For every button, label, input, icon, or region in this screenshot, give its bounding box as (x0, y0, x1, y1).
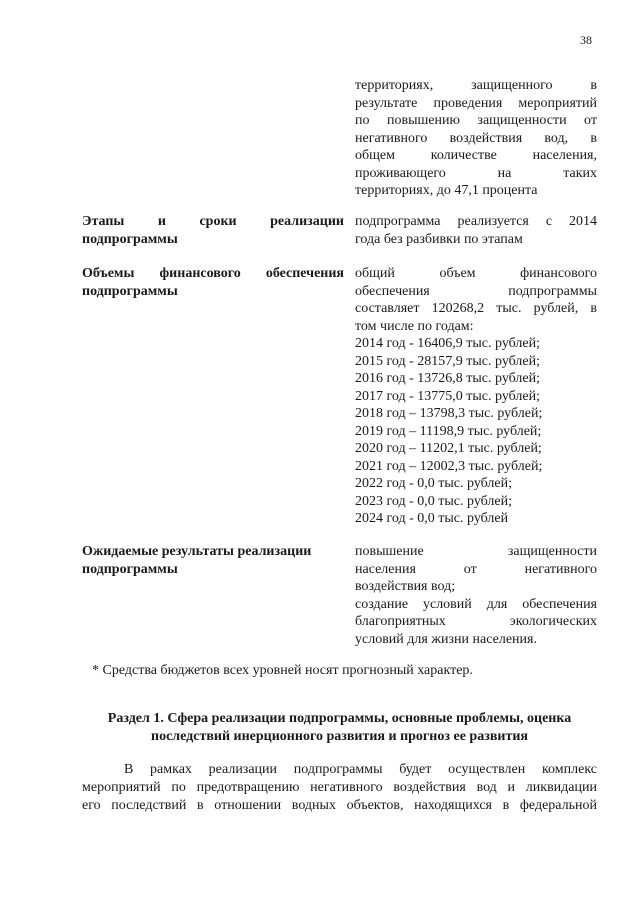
row-label: Объемы финансового обеспечения подпрограммы (82, 266, 344, 299)
value-line: повышение защищенности (355, 544, 597, 559)
value-line: года без разбивки по этапам (355, 231, 523, 247)
paragraph-line: мероприятий по предотвращению негативного воздействия вод и ликвидации (82, 780, 597, 795)
value-line: 2021 год – 12002,3 тыс. рублей; (355, 458, 543, 474)
value-line: по повышению защищенности от (355, 113, 597, 128)
value-line: 2023 год - 0,0 тыс. рублей; (355, 493, 513, 509)
value-line: условий для жизни населения. (355, 631, 537, 647)
paragraph-line: В рамках реализации подпрограммы будет осуществлен комплекс (124, 762, 597, 777)
value-line: проживающего на таких (355, 165, 597, 181)
value-line: 2022 год - 0,0 тыс. рублей; (355, 476, 513, 491)
value-line: 2014 год - 16406,9 тыс. рублей; (355, 336, 541, 351)
value-line: территориях, защищенного в (355, 78, 597, 93)
value-line: 2020 год – 11202,1 тыс. рублей; (355, 441, 542, 456)
value-line: населения от негативного (355, 561, 597, 577)
footnote: * Средства бюджетов всех уровней носят прогнозный характер. (92, 663, 473, 678)
row-label: Ожидаемые результаты реализации подпрограммы (82, 544, 312, 577)
value-line: 2019 год – 11198,9 тыс. рублей; (355, 423, 542, 439)
value-line: территориях, до 47,1 процента (355, 183, 538, 198)
value-line: негативного воздействия вод, в (355, 130, 597, 146)
value-line: общем количестве населения, (355, 148, 597, 163)
value-line: 2018 год – 13798,3 тыс. рублей; (355, 406, 543, 421)
value-line: создание условий для обеспечения (355, 596, 597, 612)
value-line: 2015 год - 28157,9 тыс. рублей; (355, 353, 541, 369)
value-line: 2017 год - 13775,0 тыс. рублей; (355, 388, 541, 404)
value-line: подпрограмма реализуется с 2014 (355, 214, 597, 229)
value-line: общий объем финансового (355, 266, 597, 281)
page-number: 38 (580, 33, 592, 47)
value-line: том числе по годам: (355, 318, 474, 334)
row-value (355, 543, 597, 648)
value-line: 2016 год - 13726,8 тыс. рублей; (355, 371, 541, 386)
body-paragraph (82, 761, 597, 815)
paragraph-line: его последствий в отношении водных объектов, находящихся в федеральной (82, 798, 597, 813)
value-line: благоприятных экологических (355, 614, 597, 629)
value-line: результате проведения мероприятий (355, 95, 597, 111)
value-line: воздействия вод; (355, 579, 456, 594)
value-line: составляет 120268,2 тыс. рублей, в (355, 301, 597, 316)
value-line: обеспечения подпрограммы (355, 283, 597, 299)
row-value (355, 265, 597, 528)
row-label: Этапы и сроки реализации подпрограммы (82, 214, 344, 247)
value-line: 2024 год - 0,0 тыс. рублей (355, 511, 509, 526)
section-heading: Раздел 1. Сфера реализации подпрограммы, основные проблемы, оценка последствий инерционного развития и прогноз ее развития (107, 711, 572, 744)
row-value (355, 213, 597, 248)
row-value (355, 77, 597, 200)
